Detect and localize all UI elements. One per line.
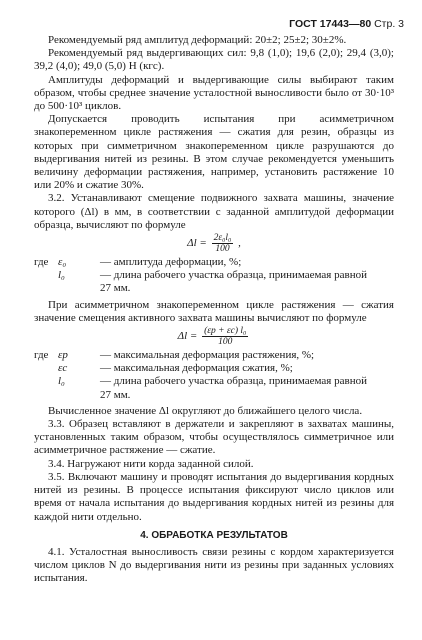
definition-text: — амплитуда деформации, %; <box>100 256 242 269</box>
definition-text: — длина рабочего участка образца, принимаемая равной <box>100 269 367 282</box>
paragraph-asymmetric: Допускается проводить испытания при асимметричном знакопеременном цикле растяжения — сжатия для резин, образцы из которых при симметричном знакопеременном цикле разрушаются до выдергивания нитей из резины. В этом случае рекомендуется уменьшить величину деформации растяжения, например, установить растяжение 10 или 20% и сжатие 30%. <box>34 113 394 192</box>
paragraph-selection: Амплитуды деформаций и выдергивающие силы выбирают таким образом, чтобы среднее значение усталостной выносливости было от 30·10³ до 500·10³ циклов. <box>34 73 394 113</box>
formula-1-denominator: 100 <box>215 244 230 255</box>
definition-l0-2-continuation <box>34 389 394 402</box>
definition-symbol: l₀ <box>58 375 65 388</box>
where-label: где <box>34 256 49 269</box>
page-header <box>289 18 404 30</box>
definition-l0-2 <box>34 375 394 388</box>
where-label: где <box>34 349 49 362</box>
definition-text: — максимальная деформация сжатия, %; <box>100 362 293 375</box>
formula-1-fraction <box>212 233 234 254</box>
formula-2-lhs: Δl = <box>177 330 198 343</box>
paragraph-amplitudes: Рекомендуемый ряд амплитуд деформаций: 20±2; 25±2; 30±2%. <box>48 34 347 46</box>
paragraph-asymmetric-formula: При асимметричном знакопеременном цикле растяжения — сжатия значение смещения активного захвата машины вычисляют по формуле <box>34 298 394 324</box>
definition-text: — длина рабочего участка образца, принимаемая равной <box>100 375 367 388</box>
formula-2-numerator: (εр + εс) l₀ <box>204 326 247 337</box>
paragraph-3-5: 3.5. Включают машину и проводят испытания до выдергивания кордных нитей из резины. В процессе испытания фиксируют число циклов или время от начала испытания до выдергивания кордных нитей из резины для каждой нити отдельно. <box>34 470 394 523</box>
definition-symbol: l₀ <box>58 269 65 282</box>
definition-l0 <box>34 269 394 282</box>
paragraph-3-2: 3.2. Устанавливают смещение подвижного захвата машины, значение которого (Δl) в мм, в соответствии с заданной амплитудой деформации образца, вычисляют по формуле <box>34 192 394 231</box>
section-heading: 4. ОБРАБОТКА РЕЗУЛЬТАТОВ <box>140 529 288 541</box>
definition-text: 27 мм. <box>100 388 131 401</box>
formula-1 <box>34 233 394 254</box>
formula-2 <box>34 326 394 347</box>
formula-1-numerator: 2ε₀l₀ <box>213 233 232 244</box>
paragraph-4-1: 4.1. Усталостная выносливость связи резины с кордом характеризуется числом циклов N до выдергивания нити из резины при заданных условиях испытания. <box>34 545 394 585</box>
formula-1-comma: , <box>238 237 241 250</box>
definition-epsilon-c <box>34 362 394 375</box>
formula-2-fraction <box>202 326 248 347</box>
page-number: Стр. 3 <box>374 18 404 30</box>
paragraph-3-4: 3.4. Нагружают нити корда заданной силой. <box>48 457 254 470</box>
definition-epsilon0 <box>34 256 394 269</box>
definition-l0-continuation <box>34 282 394 295</box>
definition-symbol: εс <box>58 362 68 375</box>
definition-symbol: εр <box>58 349 68 362</box>
formula-2-denominator: 100 <box>218 337 233 348</box>
document-body <box>34 34 394 586</box>
standard-number: ГОСТ 17443—80 <box>289 18 372 30</box>
formula-1-lhs: Δl = <box>187 237 207 250</box>
paragraph-3-3: 3.3. Образец вставляют в держатели и закрепляют в захватах машины, установленных таким образом, чтобы осуществлялось симметричное или асимметричное растяжение — сжатие. <box>34 418 394 457</box>
definition-epsilon-p <box>34 349 394 362</box>
definition-symbol: ε₀ <box>58 256 67 269</box>
definition-text: — максимальная деформация растяжения, %; <box>100 349 315 362</box>
paragraph-forces: Рекомендуемый ряд выдергивающих сил: 9,8 (1,0); 19,6 (2,0); 29,4 (3,0); 39,2 (4,0); 49,0 (5,0) Н (кгс). <box>34 47 394 73</box>
paragraph-rounding: Вычисленное значение Δl округляют до ближайшего целого числа. <box>48 404 363 417</box>
definition-text: 27 мм. <box>100 282 131 295</box>
